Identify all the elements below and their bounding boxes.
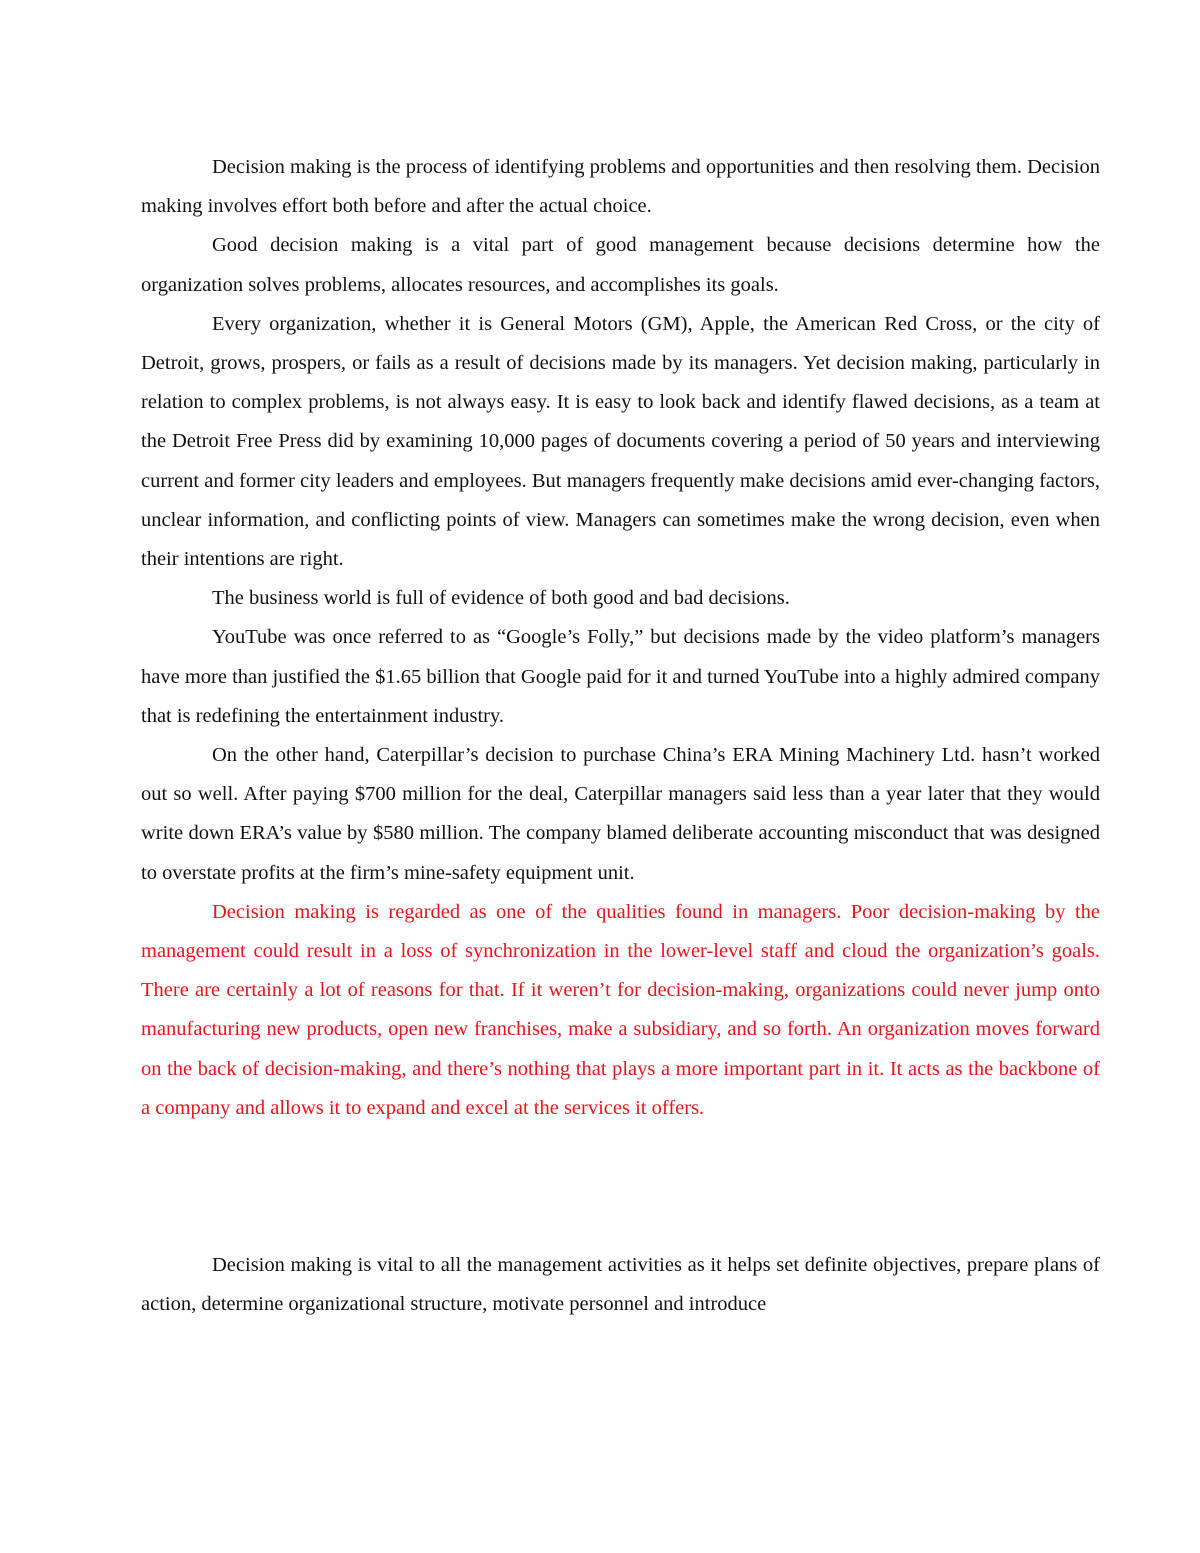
blank-space (141, 1128, 1100, 1246)
paragraph-youtube: YouTube was once referred to as “Google’s Folly,” but decisions made by the video platform’s managers have more than justified the $1.65 billion that Google paid for it and turned YouTube into a highly admired company that is redefining the entertainment industry. (141, 626, 1100, 727)
paragraph-highlighted-red: Decision making is regarded as one of the qualities found in managers. Poor decision-making by the management could result in a loss of synchronization in the lower-level staff and cloud the organization’s goals. There are certainly a lot of reasons for that. If it weren’t for decision-making, organizations could never jump onto manufacturing new products, open new franchises, make a subsidiary, and so forth. An organization moves forward on the back of decision-making, and there’s nothing that plays a more important part in it. It acts as the backbone of a company and allows it to expand and excel at the services it offers. (141, 900, 1100, 1119)
paragraph-definition: Decision making is the process of identifying problems and opportunities and then resolving them. Decision making involves effort both before and after the actual choice. (141, 156, 1100, 218)
document-page (141, 148, 1100, 1324)
paragraph-caterpillar: On the other hand, Caterpillar’s decision to purchase China’s ERA Mining Machinery Ltd. hasn’t worked out so well. After paying $700 million for the deal, Caterpillar managers said less than a year later that they would write down ERA’s value by $580 million. The company blamed deliberate accounting misconduct that was designed to overstate profits at the firm’s mine-safety equipment unit. (141, 744, 1100, 884)
paragraph-every-organization: Every organization, whether it is General Motors (GM), Apple, the American Red Cross, or the city of Detroit, grows, prospers, or fails as a result of decisions made by its managers. Yet decision making, particularly in relation to complex problems, is not always easy. It is easy to look back and identify flawed decisions, as a team at the Detroit Free Press did by examining 10,000 pages of documents covering a period of 50 years and interviewing current and former city leaders and employees. But managers frequently make decisions amid ever-changing factors, unclear information, and conflicting points of view. Managers can sometimes make the wrong decision, even when their intentions are right. (141, 312, 1100, 571)
paragraph-good-decision-making: Good decision making is a vital part of good management because decisions determine how the organization solves problems, allocates resources, and accomplishes its goals. (141, 234, 1100, 296)
paragraph-vital-to-management: Decision making is vital to all the management activities as it helps set definite objectives, prepare plans of action, determine organizational structure, motivate personnel and introduce (141, 1254, 1100, 1316)
paragraph-business-world: The business world is full of evidence of both good and bad decisions. (212, 587, 790, 610)
